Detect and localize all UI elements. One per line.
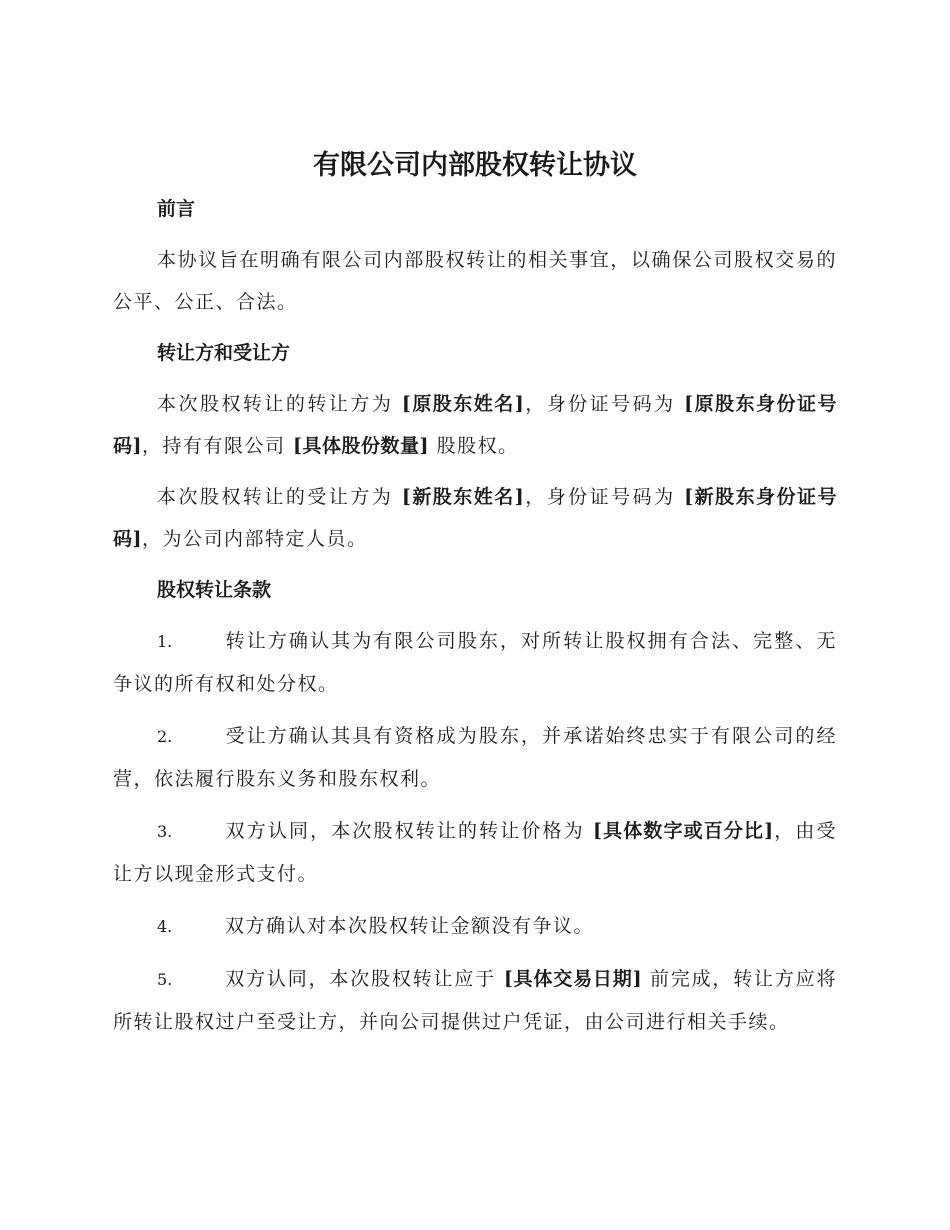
list-item — [113, 715, 837, 800]
text-span: ，身份证号码为 — [524, 393, 685, 415]
list-item — [113, 810, 837, 895]
text-span: 股股权。 — [429, 435, 519, 457]
list-item-number: 3. — [157, 822, 173, 841]
section-heading-terms: 股权转让条款 — [157, 579, 272, 601]
document-title: 有限公司内部股权转让协议 — [313, 150, 637, 181]
section-heading-parties: 转让方和受让方 — [157, 342, 291, 364]
document-body — [113, 188, 837, 1043]
list-item-text: 双方确认对本次股权转让金额没有争议。 — [225, 915, 595, 937]
transferor-paragraph — [113, 383, 837, 467]
placeholder-transfer-price: [具体数字或百分比] — [592, 820, 774, 842]
text-span: ，身份证号码为 — [524, 486, 685, 508]
preface-paragraph: 本协议旨在明确有限公司内部股权转让的相关事宜，以确保公司股权交易的公平、公正、合法。 — [113, 249, 837, 313]
list-item — [113, 905, 837, 948]
list-item — [113, 620, 837, 705]
text-span: 本次股权转让的受让方为 — [157, 486, 402, 508]
list-item-text: 受让方确认其具有资格成为股东，并承诺始终忠实于有限公司的经营，依法履行股东义务和股东权利。 — [113, 725, 837, 790]
list-item-text: 前完成，转让方应将所转让股权过户至受让方，并向公司提供过户凭证，由公司进行相关手续。 — [113, 968, 837, 1033]
section-heading-preface: 前言 — [157, 198, 196, 220]
list-item-text: ，由受让方以现金形式支付。 — [113, 820, 837, 885]
text-span: 本次股权转让的转让方为 — [157, 393, 402, 415]
list-item-number: 5. — [157, 970, 173, 989]
placeholder-original-shareholder-name: [原股东姓名] — [401, 393, 525, 415]
list-item — [113, 958, 837, 1043]
placeholder-new-shareholder-id: [新股东身份证号码] — [113, 486, 837, 550]
text-span: ，持有有限公司 — [142, 435, 294, 457]
placeholder-share-quantity: [具体股份数量] — [293, 435, 430, 457]
text-span: ，为公司内部特定人员。 — [142, 528, 368, 550]
list-item-text: 双方认同，本次股权转让应于 — [225, 968, 504, 990]
list-item-number: 4. — [157, 917, 173, 936]
placeholder-new-shareholder-name: [新股东姓名] — [401, 486, 525, 508]
transferee-paragraph — [113, 476, 837, 560]
list-item-number: 1. — [157, 632, 173, 651]
placeholder-transaction-date: [具体交易日期] — [503, 968, 643, 990]
placeholder-original-shareholder-id: [原股东身份证号码] — [113, 393, 837, 457]
list-item-text: 双方认同，本次股权转让的转让价格为 — [225, 820, 593, 842]
list-item-number: 2. — [157, 727, 173, 746]
list-item-text: 转让方确认其为有限公司股东，对所转让股权拥有合法、完整、无争议的所有权和处分权。 — [113, 630, 837, 695]
